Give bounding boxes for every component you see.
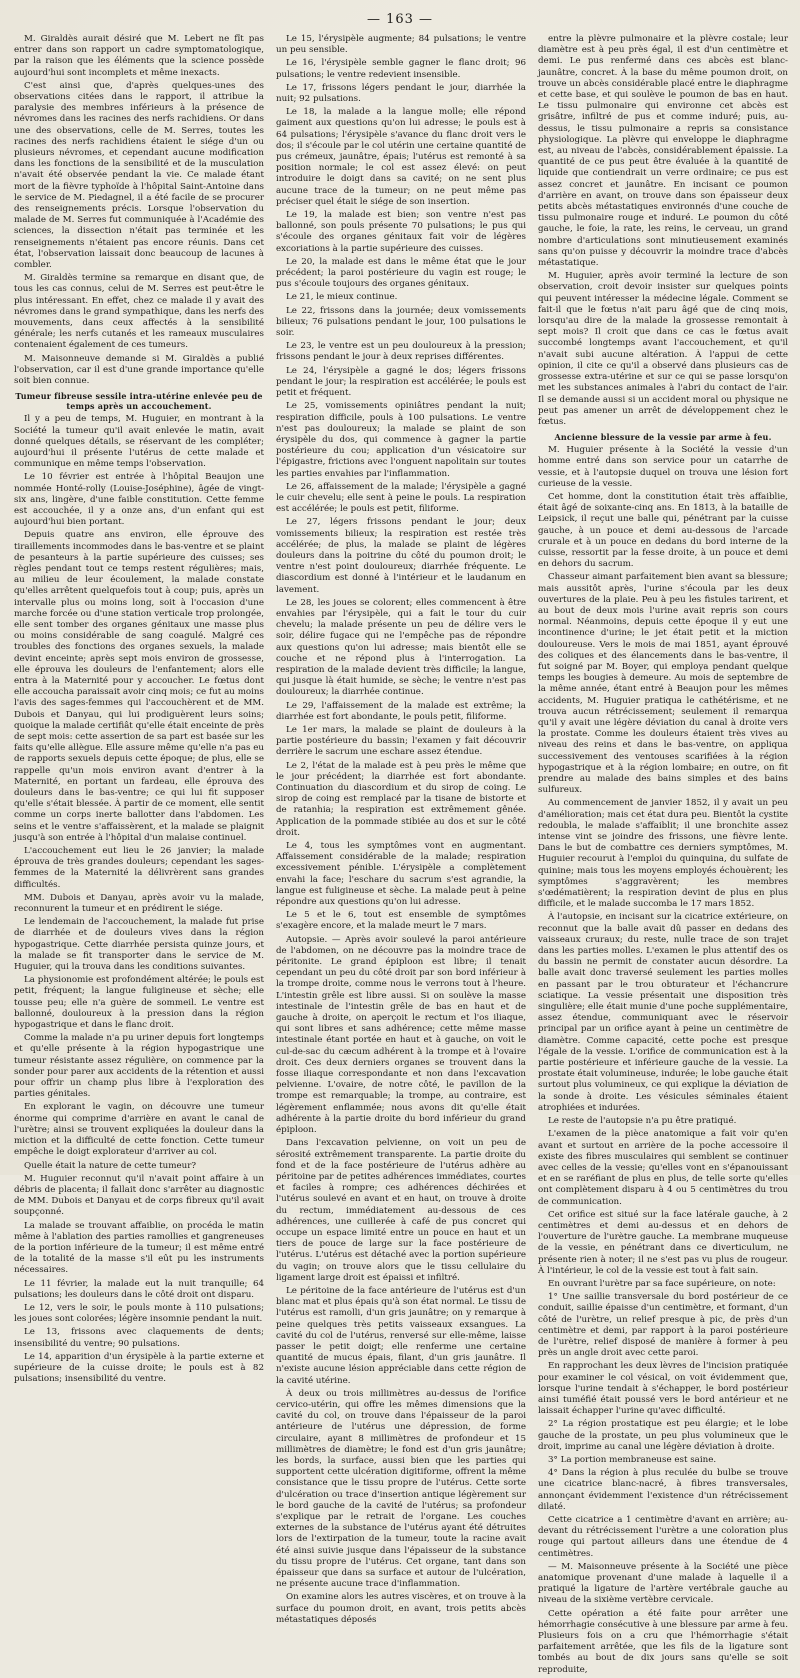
paragraph: M. Giraldès aurait désiré que M. Lebert ne fît pas entrer dans son rapport un cadre symptomatologique, par la raison que les éléments que la science possède aujourd'hui sont incomplets et même inexacts.	[14, 34, 264, 78]
paragraph: Dans l'excavation pelvienne, on voit un peu de sérosité extrêmement transparente. La partie droite du fond et de la face postérieure de l'utérus adhère au péritoine par de petites adhérences immédiates, courtes et faciles à rompre; ces adhérences déchirées et l'utérus soulevé en avant et en haut, on trouve à droite du rectum, immédiatement au-dessous de ces adhérences, une cuillerée à café de pus concret qui occupe un espace limité entre un pouce en haut et un tiers de pouce de large sur la face postérieure de l'utérus. L'utérus est détaché avec la portion supérieure du vagin; on trouve alors que le tissu cellulaire du ligament large droit est épaissi et infiltré.	[276, 1138, 526, 1283]
paragraph: 4° Dans la région à plus reculée du bulbe se trouve une cicatrice blanc-nacré, à fibres transversales, annonçant évidemment l'existence d'un rétrécissement dilaté.	[538, 1468, 788, 1512]
paragraph: Cet orifice est situé sur la face latérale gauche, à 2 centimètres et demi au-dessus et en dehors de l'ouverture de l'urètre gauche. La membrane muqueuse de la vessie, en pénétrant dans ce diverticulum, ne présente rien à noter; il ne s'est pas vu plus de rougeur. À l'intérieur, le col de la vessie est tout à fait sain.	[538, 1209, 788, 1276]
paragraph: L'examen de la pièce anatomique a fait voir qu'en avant et surtout en arrière de la poche accessoire il existe des fibres musculaires qui semblent se continuer avec celles de la vessie; qu'elles vont en s'épanouissant et en se raréfiant de plus en plus, de telle sorte qu'elles ont complètement disparu à 4 ou 5 centimètres du trou de communication.	[538, 1129, 788, 1207]
paragraph: Le péritoine de la face antérieure de l'utérus est d'un blanc mat et plus épais qu'à son état normal. Le tissu de l'utérus est ramolli, d'un gris jaunâtre; on y remarque à peine quelques très petits vaisseaux exsangues. La cavité du col de l'utérus, renversé sur elle-même, laisse passer le petit doigt; elle renferme une certaine quantité de mucus épais, filant, d'un gris jaunâtre. Il n'existe aucune lésion appréciable dans cette région de la cavité utérine.	[276, 1285, 526, 1386]
column-left	[14, 34, 264, 1678]
paragraph: En ouvrant l'urètre par sa face supérieure, on note:	[548, 1278, 776, 1289]
paragraph: Le 20, la malade est dans le même état que le jour précédent; la paroi postérieure du vagin est rouge; le pus s'écoule toujours des organes génitaux.	[276, 256, 526, 290]
paragraph: Le 10 février est entrée à l'hôpital Beaujon une nommée Honté-rolly (Louise-Joséphine), âgée de vingt-six ans, lingère, d'une faible constitution. Cette femme est accouchée, il y a onze ans, d'un enfant qui est aujourd'hui bien portant.	[14, 472, 264, 528]
paragraph: entre la plèvre pulmonaire et la plèvre costale; leur diamètre est à peu près égal, il est d'un centimètre et demi. Le pus renfermé dans ces abcès est blanc-jaunâtre, concret. À la base du même poumon droit, on trouve un abcès considérable placé entre le diaphragme et cette base, et qui soulève le poumon de bas en haut. Le tissu pulmonaire qui environne cet abcès est grisâtre, infiltré de pus et comme induré; puis, au-dessus, le tissu pulmonaire a repris sa consistance physiologique. La plèvre qui enveloppe le diaphragme est, au niveau de l'abcès, considérablement épaissie. La quantité de ce pus peut être évaluée à la quantité de liquide que contiendrait un verre ordinaire; ce pus est assez concret et jaunâtre. En incisant ce poumon d'arrière en avant, on trouve dans son épaisseur deux petits abcès métastatiques environnés d'une couche de tissu pulmonaire rouge et induré. Le poumon du côté gauche, le foie, la rate, les reins, le cerveau, un grand nombre d'articulations sont minutieusement examinés sans qu'on puisse y découvrir la moindre trace d'abcès métastatique.	[538, 34, 788, 269]
paragraph: Chasseur aimant parfaitement bien avant sa blessure; mais aussitôt après, l'urine s'écoula par les deux ouvertures de la plaie. Peu à peu les fistules tarirent, et au bout de deux mois l'urine avait repris son cours normal. Néanmoins, depuis cette époque il y eut une incontinence d'urine; le jet était petit et la miction douloureuse. Vers le mois de mai 1851, ayant éprouvé des coliques et des élancements dans le bas-ventre, il fut soigné par M. Boyer, qui employa pendant quelque temps les bougies à demeure. Au mois de septembre de la même année, étant entré à Beaujon pour les mêmes accidents, M. Huguier pratiqua le cathétérisme, et ne trouva aucun rétrécissement; seulement il remarqua qu'il y avait une légère déviation du canal à droite vers la prostate. Comme les douleurs étaient très vives au niveau des reins et dans le bas-ventre, on appliqua successivement des ventouses scarifiées à la région hypogastrique et à la région lombaire; en outre, on fit prendre au malade des bains simples et des bains sulfureux.	[538, 572, 788, 796]
paragraph: Le 21, le mieux continue.	[286, 292, 398, 303]
paragraph: Le 19, la malade est bien; son ventre n'est pas ballonné, son pouls présente 70 pulsations; le pus qui s'écoule des organes génitaux fait voir de légères excoriations à la partie supérieure des cuisses.	[276, 210, 526, 254]
paragraph: Autopsie. — Après avoir soulevé la paroi antérieure de l'abdomen, on ne découvre pas la moindre trace de péritonite. Le grand épiploon est libre; il tenait cependant un peu du côté droit par son bord inférieur à la trompe droite, comme nous le verrons tout à l'heure. L'intestin grêle est libre aussi. Si on soulève la masse intestinale de l'intestin grêle de bas en haut et de gauche à droite, on aperçoit le rectum et l'os iliaque, qui sont libres et sans adhérence; cette même masse intestinale étant portée en haut et à gauche, on voit le cul-de-sac du cæcum adhérent à la trompe et à l'ovaire droit. Ces deux derniers organes se trouvent dans la fosse iliaque correspondante et non dans l'excavation pelvienne. L'ovaire, de notre côté, le pavillon de la trompe est remarquable; la trompe, au contraire, est légèrement enflammée; nous avons dit qu'elle était adhérente à la partie droite du bord inférieur du grand épiploon.	[276, 934, 526, 1136]
paragraph: M. Giraldès termine sa remarque en disant que, de tous les cas connus, celui de M. Serres est peut-être le plus intéressant. En effet, chez ce malade il y avait des névromes dans le grand sympathique, dans les nerfs des mouvements, dans ceux affectés à la sensibilité générale; les nerfs cutanés et les rameaux musculaires contenaient également de ces tumeurs.	[14, 273, 264, 351]
paragraph: Le 12, vers le soir, le pouls monte à 110 pulsations; les joues sont colorées; légère insomnie pendant la nuit.	[14, 1302, 264, 1325]
paragraph: M. Huguier présente à la Société la vessie d'un homme entré dans son service pour un catarrhe de vessie, et à l'autopsie duquel on trouva une lésion fort curieuse de la vessie.	[538, 445, 788, 489]
paragraph: Le 28, les joues se colorent; elles commencent à être envahies par l'érysipèle, qui a fait le tour du cuir chevelu; la malade présente un peu de délire vers le soir, délire fugace qui ne l'empêche pas de répondre aux questions qu'on lui adresse; mais bientôt elle se couche et ne répond plus à l'interrogation. La respiration de la malade devient très difficile; la langue, qui jusque là était humide, se sèche; le ventre n'est pas douloureux; la diarrhée continue.	[276, 597, 526, 698]
column-middle	[276, 34, 526, 1678]
paragraph: C'est ainsi que, d'après quelques-unes des observations citées dans le rapport, il attribue la paralysie des membres inférieurs à la présence de névromes dans les racines des nerfs rachidiens. Or dans une des observations, celle de M. Serres, toutes les racines des nerfs rachidiens étaient le siége d'un ou plusieurs névromes, et cependant aucune modification dans les fonctions de la sensibilité et de la musculation n'avait été observée pendant la vie. Ce malade étant mort de la fièvre typhoïde à l'hôpital Saint-Antoine dans le service de M. Piedagnel, il a été facile de se procurer des renseignements précis. Lorsque l'observation du malade de M. Serres fut communiquée à l'Académie des sciences, la dissection n'était pas terminée et les renseignements n'étaient pas encore réunis. Dans cet état, l'observation laissait donc beaucoup de lacunes à combler.	[14, 80, 264, 271]
paragraph: Le 24, l'érysipèle a gagné le dos; légers frissons pendant le jour; la respiration est accélérée; le pouls est petit et fréquent.	[276, 365, 526, 399]
paragraph: Le lendemain de l'accouchement, la malade fut prise de diarrhée et de douleurs vives dans la région hypogastrique. Cette diarrhée persista quinze jours, et la malade se fit transporter dans le service de M. Huguier, qui la trouva dans les conditions suivantes.	[14, 917, 264, 973]
paragraph: Le 22, frissons dans la journée; deux vomissements bilieux; 76 pulsations pendant le jour, 100 pulsations le soir.	[276, 305, 526, 339]
paragraph: MM. Dubois et Danyau, après avoir vu la malade, reconnurent la tumeur et en prédirent le siége.	[14, 892, 264, 915]
paragraph: Le 11 février, la malade eut la nuit tranquille; 64 pulsations; les douleurs dans le côté droit ont disparu.	[14, 1278, 264, 1300]
paragraph: Depuis quatre ans environ, elle éprouve des tiraillements incommodes dans le bas-ventre et se plaint de pesanteurs à la partie supérieure des cuisses; ses règles pendant tout ce temps restent régulières; mais, au milieu de leur écoulement, la malade constate qu'elles arrêtent quelquefois tout à coup; puis, après un intervalle plus ou moins long, soit à l'occasion d'une marche forcée ou d'une station verticale trop prolongée, elle sent tomber des organes génitaux une masse plus ou moins considérable de sang coagulé. Malgré ces troubles des fonctions des organes sexuels, la malade devint enceinte; après sept mois environ de grossesse, elle éprouva les douleurs de l'enfantement; alors elle entra à la Maternité pour y accoucher. Le fœtus dont elle accoucha paraissait avoir cinq mois; ce fut au moins l'avis des sages-femmes qui l'accouchèrent et de MM. Dubois et Danyau, qui lui prodiguèrent leurs soins; quoique la malade certifiât qu'elle était enceinte de près de sept mois: cette assertion de sa part est basée sur les faits qu'elle allègue. Elle assure même qu'elle n'a pas eu de rapports sexuels depuis cette époque; de plus, elle se rappelle qu'un mois environ avant d'entrer à la Maternité, en portant un fardeau, elle éprouva des douleurs dans le bas-ventre; ce qui lui fit supposer qu'elle s'était blessée. À partir de ce moment, elle sentit comme un corps inerte ballotter dans l'abdomen. Les seins et le ventre s'affaissèrent, et la malade se plaignit jusqu'à son entrée à l'hôpital d'un malaise continuel.	[14, 530, 264, 843]
paragraph: M. Maisonneuve demande si M. Giraldès a publié l'observation, car il est d'une grande importance qu'elle soit bien connue.	[14, 353, 264, 387]
paragraph: M. Huguier reconnut qu'il n'avait point affaire à un débris de placenta; il fallait donc s'arrêter au diagnostic de MM. Dubois et Danyau et de corps fibreux qu'il avait soupçonné.	[14, 1173, 264, 1218]
paragraph: L'accouchement eut lieu le 26 janvier; la malade éprouva de très grandes douleurs; cependant les sages-femmes de la Maternité la délivrèrent sans grandes difficultés.	[14, 846, 264, 890]
paragraph: Le reste de l'autopsie n'a pu être pratiqué.	[548, 1116, 737, 1127]
paragraph: Le 2, l'état de la malade est à peu près le même que le jour précédent; la diarrhée est fort abondante. Continuation du diascordium et du sirop de coing. Le sirop de coing est remplacé par la tisane de bistorte et de ratanhia; la respiration est extrêmement gênée. Application de la pommade stibiée au dos et sur le côté droit.	[276, 760, 526, 838]
paragraph: Quelle était la nature de cette tumeur?	[24, 1160, 197, 1171]
paragraph: — M. Maisonneuve présente à la Société une pièce anatomique provenant d'une malade à laquelle il a pratiqué la ligature de l'artère vertébrale gauche au niveau de la sixième vertèbre cervicale.	[538, 1561, 788, 1606]
paragraph: Au commencement de janvier 1852, il y avait un peu d'amélioration; mais cet état dura peu. Bientôt la cystite redoubla, le malade s'affaiblit; il une bronchite assez intense vint se joindre des frissons, une fièvre lente. Dans le but de combattre ces derniers symptômes, M. Huguier recourut à l'emploi du quinquina, du sulfate de quinine; mais tous les moyens employés échouèrent; les symptômes s'aggravèrent; les membres s'œdématièrent; la respiration devint de plus en plus difficile, et le malade succomba le 17 mars 1852.	[538, 798, 788, 910]
paragraph: À deux ou trois millimètres au-dessus de l'orifice cervico-utérin, qui offre les mêmes dimensions que la cavité du col, on trouve dans l'épaisseur de la paroi antérieure de l'utérus une dépression, de forme circulaire, ayant 8 millimètres de profondeur et 15 millimètres de diamètre; le fond est d'un gris jaunâtre; les bords, la surface, aussi bien que les parties qui supportent cette ulcération digitiforme, offrent la même consistance que le tissu propre de l'utérus. Cette sorte d'ulcération ou trace d'insertion antique légèrement sur le bord gauche de la cavité de l'utérus; sa profondeur s'explique par le retrait de l'organe. Les couches externes de la substance de l'utérus ayant été détruites lors de l'extirpation de la tumeur, toute la racine avait été ainsi suivie jusque dans l'épaisseur de la substance du tissu propre de l'utérus. Cet organe, tant dans son épaisseur que dans sa surface et autour de l'ulcération, ne présente aucune trace d'inflammation.	[276, 1388, 526, 1590]
paragraph: À l'autopsie, en incisant sur la cicatrice extérieure, on reconnut que la balle avait dû passer en dedans des vaisseaux cruraux; du reste, nulle trace de son trajet dans les parties molles. L'examen le plus attentif des os du bassin ne permit de constater aucun désordre. La balle avait donc traversé seulement les parties molles en passant par le trou obturateur et l'échancrure sciatique. La vessie présentait une disposition très singulière; elle était munie d'une poche supplémentaire, assez étendue, communiquant avec le réservoir principal par un orifice ayant à peine un centimètre de diamètre. Comme capacité, cette poche est presque l'égale de la vessie. L'orifice de communication est à la partie postérieure et inférieure gauche de la vessie. La prostate était volumineuse, indurée; le lobe gauche était surtout plus volumineux, ce qui explique la déviation de la sonde à droite. Les vésicules séminales étaient atrophiées et indurées.	[538, 912, 788, 1113]
paragraph: Le 1er mars, la malade se plaint de douleurs à la partie postérieure du bassin; l'examen y fait découvrir derrière le sacrum une eschare assez étendue.	[276, 724, 526, 758]
paragraph: 1° Une saillie transversale du bord postérieur de ce conduit, saillie épaisse d'un centimètre, et formant, d'un côté de l'urètre, un relief presque à pic, de près d'un centimètre et demi, par rapport à la paroi postérieure de l'urètre, relief disposé de manière à former à peu près un angle droit avec cette paroi.	[538, 1292, 788, 1359]
paragraph: Le 15, l'érysipèle augmente; 84 pulsations; le ventre un peu sensible.	[276, 34, 526, 56]
paragraph: On examine alors les autres viscères, et on trouve à la surface du poumon droit, en avant, trois petits abcès métastatiques déposés	[276, 1592, 526, 1625]
paragraph: La physionomie est profondément altérée; le pouls est petit, fréquent; la langue fuligineuse et sèche; elle tousse peu; elle n'a guère de sommeil. Le ventre est ballonné, douloureux à la pression dans la région hypogastrique et dans le flanc droit.	[14, 975, 264, 1031]
paragraph: Comme la malade n'a pu uriner depuis fort longtemps et qu'elle présente à la région hypogastrique une tumeur résistante assez régulière, on commence par la sonder pour parer aux accidents de la rétention et aussi pour offrir un champ plus libre à l'exploration des parties génitales.	[14, 1033, 264, 1100]
paragraph: Le 14, apparition d'un érysipèle à la partie externe et supérieure de la cuisse droite; le pouls est à 82 pulsations; insensibilité du ventre.	[14, 1351, 264, 1385]
paragraph: Cette cicatrice a 1 centimètre d'avant en arrière; au-devant du rétrécissement l'urètre a une coloration plus rouge qui partout ailleurs dans une étendue de 4 centimètres.	[538, 1515, 788, 1559]
paragraph: Le 18, la malade a la langue molle; elle répond gaiment aux questions qu'on lui adresse; le pouls est à 64 pulsations; l'érysipèle s'avance du flanc droit vers le dos; il s'écoule par le col utérin une certaine quantité de pus crémeux, jaunâtre, épais; l'utérus est remonté à sa position normale; le col est assez élevé: on peut introduire le doigt dans sa cavité; on ne sent plus aucune trace de la tumeur; on ne peut même pas préciser quel était le siége de son insertion.	[276, 107, 526, 207]
paragraph: La malade se trouvant affaiblie, on procéda le matin même à l'ablation des parties ramollies et gangreneuses de la portion inférieure de la tumeur; il est même entré de la totalité de la masse s'il eût pu les instruments nécessaires.	[14, 1220, 264, 1276]
column-right	[538, 34, 788, 1678]
paragraph: Le 16, l'érysipèle semble gagner le flanc droit; 96 pulsations; le ventre redevient insensible.	[276, 58, 526, 80]
paragraph: M. Huguier, après avoir terminé la lecture de son observation, croit devoir insister sur quelques points qui peuvent intéresser la médecine légale. Comment se fait-il que le fœtus n'ait paru âgé que de cinq mois, lorsqu'au dire de la malade la grossesse remontait à sept mois? Il croit que dans ce cas le fœtus avait succombé longtemps avant l'accouchement, et qu'il n'avait subi aucune altération. À l'appui de cette opinion, il cite ce qu'il a observé dans plusieurs cas de grossesse extra-utérine et sur ce qui se passe lorsqu'on met les substances animales à l'abri du contact de l'air. Il se demande aussi si un accident moral ou physique ne peut pas amener un arrêt de développement chez le fœtus.	[538, 271, 788, 427]
paragraph: Le 25, vomissements opiniâtres pendant la nuit; respiration difficile, pouls à 100 pulsations. Le ventre n'est pas douloureux; la malade se plaint de son érysipèle du dos, qui commence à gagner la partie postérieure du cou; application d'un vésicatoire sur l'épigastre, frictions avec l'onguent napolitain sur toutes les parties envahies par l'inflammation.	[276, 401, 526, 479]
paragraph: En explorant le vagin, on découvre une tumeur énorme qui comprime d'arrière en avant le canal de l'urètre; ainsi se trouvent expliquées la douleur dans la miction et la difficulté de cette fonction. Cette tumeur empêche le doigt explorateur d'arriver au col.	[14, 1102, 264, 1158]
paragraph: Le 26, affaissement de la malade; l'érysipèle a gagné le cuir chevelu; elle sent à peine le pouls. La respiration est accélérée; le pouls est petit, filiforme.	[276, 481, 526, 515]
page-number: — 163 —	[366, 12, 434, 27]
paragraph: Le 4, tous les symptômes vont en augmentant. Affaissement considérable de la malade; respiration excessivement pénible. L'érysipèle a complètement envahi la face; l'eschare du sacrum s'est agrandie, la langue est fuligineuse et sèche. La malade peut à peine répondre aux questions qu'on lui adresse.	[276, 841, 526, 908]
paragraph: 2° La région prostatique est peu élargie; et le lobe gauche de la prostate, un peu plus volumineux que le droit, imprime au canal une légère déviation à droite.	[538, 1419, 788, 1452]
paragraph: En rapprochant les deux lèvres de l'incision pratiquée pour examiner le col vésical, on voit évidemment que, lorsque l'urine tendait à s'échapper, le bord postérieur ainsi tuméfié était poussé vers le bord antérieur et ne laissait échapper l'urine qu'avec difficulté.	[538, 1361, 788, 1417]
paragraph: Le 27, légers frissons pendant le jour; deux vomissements bilieux; la respiration est restée très accélérée; de plus, la malade se plaint de légères douleurs dans la poitrine du côté du poumon droit; le ventre n'est point douloureux; diarrhée fréquente. Le diascordium est donné à l'intérieur et le laudanum en lavement.	[276, 517, 526, 595]
section-heading: Ancienne blessure de la vessie par arme à feu.	[554, 432, 772, 443]
paragraph: Le 13, frissons avec claquements de dents; insensibilité du ventre; 90 pulsations.	[14, 1327, 264, 1349]
paragraph: Cet homme, dont la constitution était très affaiblie, était âgé de soixante-cinq ans. En 1813, à la bataille de Leipsick, il reçut une balle qui, pénétrant par la cuisse gauche, à un pouce et demi au-dessous de l'arcade crurale et à un pouce en dedans du bord interne de la cuisse, ressortit par la fesse droite, à un pouce et demi en dehors du sacrum.	[538, 491, 788, 570]
paragraph: Cette opération a été faite pour arrêter une hémorrhagie consécutive à une blessure par arme à feu. Plusieurs fois on a cru que l'hémorrhagie s'était parfaitement arrêtée, que les fils de la ligature sont tombés au bout de dix jours sans qu'elle se soit reproduite,	[538, 1608, 788, 1675]
paragraph: Le 23, le ventre est un peu douloureux à la pression; frissons pendant le jour à deux reprises différentes.	[276, 341, 526, 363]
section-heading: Tumeur fibreuse sessile intra-utérine enlevée peu de temps après un accouchement.	[15, 391, 263, 412]
paragraph: Le 17, frissons légers pendant le jour, diarrhée la nuit; 92 pulsations.	[276, 82, 526, 105]
text-columns	[14, 34, 788, 1675]
paragraph: 3° La portion membraneuse est saine.	[548, 1454, 717, 1465]
paragraph: Le 29, l'affaissement de la malade est extrême; la diarrhée est fort abondante, le pouls petit, filiforme.	[276, 700, 526, 722]
paragraph: Il y a peu de temps, M. Huguier, en montrant à la Société la tumeur qu'il avait enlevée le matin, avait donné quelques détails, se réservant de les compléter; aujourd'hui il présente l'utérus de cette malade et communique en même temps l'observation.	[14, 414, 264, 470]
paragraph: Le 5 et le 6, tout est ensemble de symptômes s'exagère encore, et la malade meurt le 7 mars.	[276, 910, 526, 932]
